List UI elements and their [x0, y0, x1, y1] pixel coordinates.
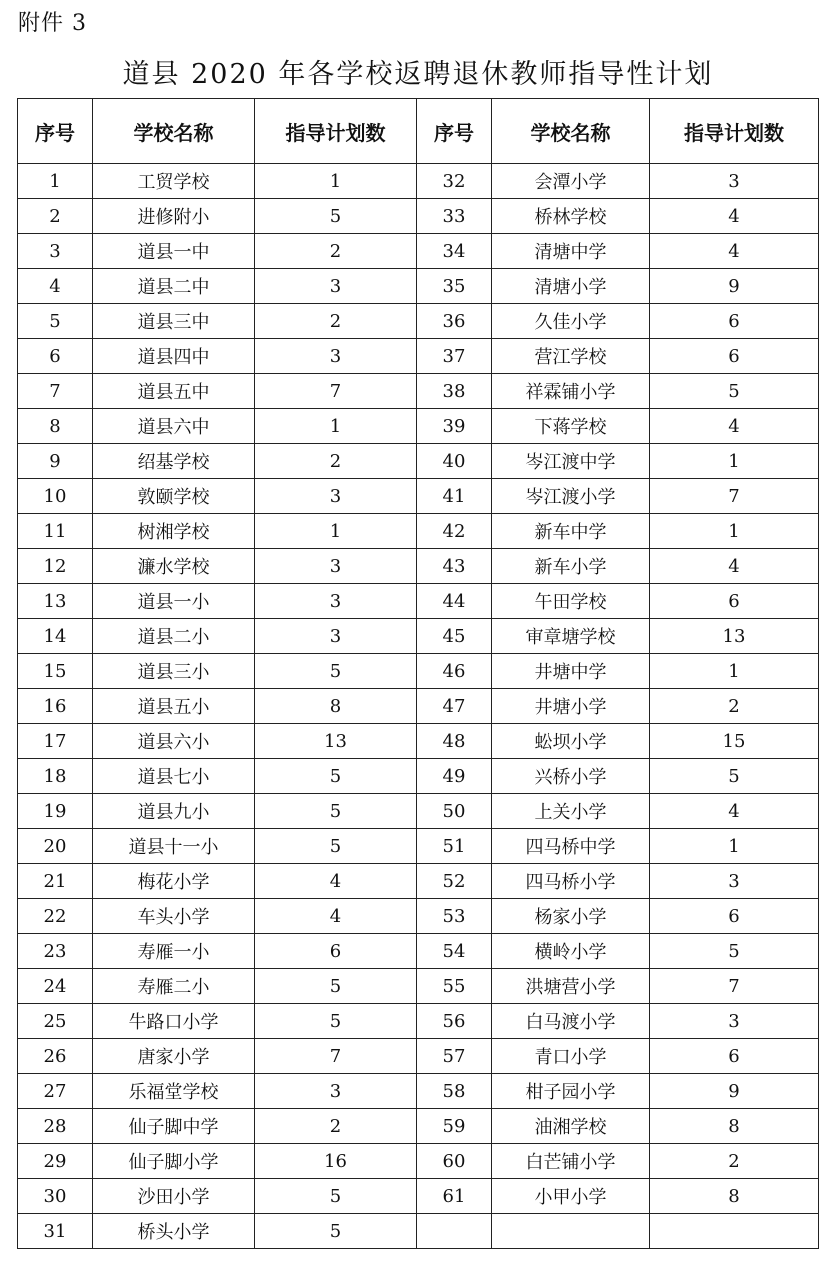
- serial-cell: 4: [18, 269, 93, 304]
- serial-cell: 34: [417, 234, 492, 269]
- school-cell: 新车小学: [492, 549, 650, 584]
- table-row: [18, 444, 819, 479]
- school-cell: 审章塘学校: [492, 619, 650, 654]
- serial-cell: 29: [18, 1144, 93, 1179]
- count-cell: 15: [650, 724, 819, 759]
- serial-cell: 47: [417, 689, 492, 724]
- school-cell: 上关小学: [492, 794, 650, 829]
- header-school-left: 学校名称: [93, 99, 255, 164]
- document-title: 道县 2020 年各学校返聘退休教师指导性计划: [122, 59, 714, 90]
- school-cell: 仙子脚中学: [93, 1109, 255, 1144]
- serial-cell: 38: [417, 374, 492, 409]
- count-cell: 1: [255, 409, 417, 444]
- school-cell: 岑江渡中学: [492, 444, 650, 479]
- count-cell: 1: [650, 829, 819, 864]
- serial-cell: 36: [417, 304, 492, 339]
- count-cell: 4: [255, 864, 417, 899]
- serial-cell: 50: [417, 794, 492, 829]
- count-cell: 7: [255, 374, 417, 409]
- count-cell: 1: [255, 164, 417, 199]
- attachment-label: 附件 3: [18, 11, 87, 36]
- table-row: [18, 794, 819, 829]
- school-cell: 新车中学: [492, 514, 650, 549]
- school-cell: 清塘中学: [492, 234, 650, 269]
- count-cell: 6: [650, 899, 819, 934]
- school-cell: 道县六中: [93, 409, 255, 444]
- table-row: [18, 304, 819, 339]
- count-cell: 3: [255, 549, 417, 584]
- serial-cell: 57: [417, 1039, 492, 1074]
- serial-cell: 61: [417, 1179, 492, 1214]
- count-cell: 3: [650, 1004, 819, 1039]
- count-cell: 3: [255, 479, 417, 514]
- school-cell: 道县四中: [93, 339, 255, 374]
- table-row: [18, 514, 819, 549]
- table-row: [18, 479, 819, 514]
- table-row: [18, 584, 819, 619]
- count-cell: 3: [650, 164, 819, 199]
- count-cell: 6: [650, 1039, 819, 1074]
- count-cell: 1: [650, 654, 819, 689]
- count-cell: 4: [650, 549, 819, 584]
- school-cell: 井塘小学: [492, 689, 650, 724]
- serial-cell: 42: [417, 514, 492, 549]
- serial-cell: 59: [417, 1109, 492, 1144]
- serial-cell: 12: [18, 549, 93, 584]
- serial-cell: 52: [417, 864, 492, 899]
- table-row: [18, 654, 819, 689]
- table-row: [18, 269, 819, 304]
- table-row: [18, 619, 819, 654]
- serial-cell: 26: [18, 1039, 93, 1074]
- count-cell: 8: [650, 1109, 819, 1144]
- serial-cell: 19: [18, 794, 93, 829]
- count-cell: 4: [650, 234, 819, 269]
- count-cell: 2: [255, 304, 417, 339]
- count-cell: 1: [650, 444, 819, 479]
- school-cell: 道县七小: [93, 759, 255, 794]
- serial-cell: 48: [417, 724, 492, 759]
- count-cell: 2: [650, 1144, 819, 1179]
- count-cell: [650, 1214, 819, 1249]
- count-cell: 13: [650, 619, 819, 654]
- count-cell: 1: [650, 514, 819, 549]
- serial-cell: 56: [417, 1004, 492, 1039]
- serial-cell: 37: [417, 339, 492, 374]
- table-row: [18, 899, 819, 934]
- count-cell: 5: [255, 829, 417, 864]
- table-row: [18, 1109, 819, 1144]
- count-cell: 5: [255, 1179, 417, 1214]
- serial-cell: 54: [417, 934, 492, 969]
- school-cell: 道县九小: [93, 794, 255, 829]
- school-cell: 营江学校: [492, 339, 650, 374]
- school-cell: 车头小学: [93, 899, 255, 934]
- count-cell: 16: [255, 1144, 417, 1179]
- count-cell: 3: [255, 584, 417, 619]
- count-cell: 4: [255, 899, 417, 934]
- school-cell: 工贸学校: [93, 164, 255, 199]
- table-row: [18, 689, 819, 724]
- count-cell: 5: [255, 199, 417, 234]
- table-row: [18, 199, 819, 234]
- count-cell: 5: [255, 759, 417, 794]
- count-cell: 3: [255, 619, 417, 654]
- serial-cell: 24: [18, 969, 93, 1004]
- count-cell: 8: [255, 689, 417, 724]
- school-cell: 桥头小学: [93, 1214, 255, 1249]
- header-school-right: 学校名称: [492, 99, 650, 164]
- school-cell: 寿雁一小: [93, 934, 255, 969]
- count-cell: 3: [255, 1074, 417, 1109]
- serial-cell: 35: [417, 269, 492, 304]
- school-cell: 洪塘营小学: [492, 969, 650, 1004]
- school-cell: 道县十一小: [93, 829, 255, 864]
- table-row: [18, 969, 819, 1004]
- school-cell: 午田学校: [492, 584, 650, 619]
- header-serial-left: 序号: [18, 99, 93, 164]
- school-cell: 小甲小学: [492, 1179, 650, 1214]
- header-count-right: 指导计划数: [650, 99, 819, 164]
- school-cell: 青口小学: [492, 1039, 650, 1074]
- table-row: [18, 1214, 819, 1249]
- serial-cell: 13: [18, 584, 93, 619]
- count-cell: 9: [650, 1074, 819, 1109]
- school-cell: [492, 1214, 650, 1249]
- serial-cell: 30: [18, 1179, 93, 1214]
- school-cell: 杨家小学: [492, 899, 650, 934]
- school-cell: 寿雁二小: [93, 969, 255, 1004]
- serial-cell: [417, 1214, 492, 1249]
- serial-cell: 10: [18, 479, 93, 514]
- serial-cell: 23: [18, 934, 93, 969]
- count-cell: 6: [255, 934, 417, 969]
- count-cell: 5: [650, 934, 819, 969]
- serial-cell: 5: [18, 304, 93, 339]
- serial-cell: 55: [417, 969, 492, 1004]
- plan-table: [17, 98, 819, 1249]
- serial-cell: 51: [417, 829, 492, 864]
- count-cell: 4: [650, 409, 819, 444]
- school-cell: 牛路口小学: [93, 1004, 255, 1039]
- count-cell: 5: [650, 374, 819, 409]
- school-cell: 道县三中: [93, 304, 255, 339]
- serial-cell: 32: [417, 164, 492, 199]
- school-cell: 白马渡小学: [492, 1004, 650, 1039]
- school-cell: 久佳小学: [492, 304, 650, 339]
- serial-cell: 3: [18, 234, 93, 269]
- table-row: [18, 864, 819, 899]
- count-cell: 5: [255, 1214, 417, 1249]
- serial-cell: 6: [18, 339, 93, 374]
- serial-cell: 41: [417, 479, 492, 514]
- school-cell: 道县一小: [93, 584, 255, 619]
- serial-cell: 49: [417, 759, 492, 794]
- serial-cell: 16: [18, 689, 93, 724]
- count-cell: 2: [255, 1109, 417, 1144]
- school-cell: 柑子园小学: [492, 1074, 650, 1109]
- serial-cell: 43: [417, 549, 492, 584]
- school-cell: 敦颐学校: [93, 479, 255, 514]
- table-row: [18, 409, 819, 444]
- serial-cell: 60: [417, 1144, 492, 1179]
- serial-cell: 44: [417, 584, 492, 619]
- count-cell: 6: [650, 304, 819, 339]
- table-body: [18, 164, 819, 1249]
- school-cell: 横岭小学: [492, 934, 650, 969]
- serial-cell: 40: [417, 444, 492, 479]
- serial-cell: 15: [18, 654, 93, 689]
- serial-cell: 28: [18, 1109, 93, 1144]
- school-cell: 道县三小: [93, 654, 255, 689]
- serial-cell: 17: [18, 724, 93, 759]
- table-row: [18, 1144, 819, 1179]
- school-cell: 下蒋学校: [492, 409, 650, 444]
- table-row: [18, 1074, 819, 1109]
- count-cell: 2: [650, 689, 819, 724]
- serial-cell: 53: [417, 899, 492, 934]
- serial-cell: 21: [18, 864, 93, 899]
- table-row: [18, 934, 819, 969]
- count-cell: 5: [255, 654, 417, 689]
- count-cell: 4: [650, 794, 819, 829]
- school-cell: 道县六小: [93, 724, 255, 759]
- count-cell: 3: [255, 339, 417, 374]
- table-row: [18, 1039, 819, 1074]
- school-cell: 仙子脚小学: [93, 1144, 255, 1179]
- serial-cell: 33: [417, 199, 492, 234]
- header-row: [18, 99, 819, 164]
- header-count-left: 指导计划数: [255, 99, 417, 164]
- serial-cell: 18: [18, 759, 93, 794]
- school-cell: 唐家小学: [93, 1039, 255, 1074]
- school-cell: 四马桥小学: [492, 864, 650, 899]
- school-cell: 会潭小学: [492, 164, 650, 199]
- school-cell: 道县二中: [93, 269, 255, 304]
- school-cell: 清塘小学: [492, 269, 650, 304]
- serial-cell: 14: [18, 619, 93, 654]
- serial-cell: 20: [18, 829, 93, 864]
- school-cell: 道县五中: [93, 374, 255, 409]
- serial-cell: 58: [417, 1074, 492, 1109]
- school-cell: 进修附小: [93, 199, 255, 234]
- serial-cell: 7: [18, 374, 93, 409]
- count-cell: 3: [255, 269, 417, 304]
- table-row: [18, 234, 819, 269]
- serial-cell: 2: [18, 199, 93, 234]
- table-row: [18, 829, 819, 864]
- table-row: [18, 549, 819, 584]
- count-cell: 13: [255, 724, 417, 759]
- count-cell: 7: [650, 969, 819, 1004]
- count-cell: 1: [255, 514, 417, 549]
- count-cell: 5: [650, 759, 819, 794]
- school-cell: 祥霖铺小学: [492, 374, 650, 409]
- table-row: [18, 1004, 819, 1039]
- serial-cell: 45: [417, 619, 492, 654]
- school-cell: 濂水学校: [93, 549, 255, 584]
- school-cell: 兴桥小学: [492, 759, 650, 794]
- count-cell: 2: [255, 444, 417, 479]
- school-cell: 梅花小学: [93, 864, 255, 899]
- serial-cell: 27: [18, 1074, 93, 1109]
- school-cell: 桥林学校: [492, 199, 650, 234]
- school-cell: 蚣坝小学: [492, 724, 650, 759]
- school-cell: 道县五小: [93, 689, 255, 724]
- table-row: [18, 759, 819, 794]
- serial-cell: 39: [417, 409, 492, 444]
- school-cell: 井塘中学: [492, 654, 650, 689]
- table-row: [18, 339, 819, 374]
- count-cell: 8: [650, 1179, 819, 1214]
- count-cell: 7: [650, 479, 819, 514]
- serial-cell: 11: [18, 514, 93, 549]
- serial-cell: 25: [18, 1004, 93, 1039]
- school-cell: 白芒铺小学: [492, 1144, 650, 1179]
- header-serial-right: 序号: [417, 99, 492, 164]
- school-cell: 沙田小学: [93, 1179, 255, 1214]
- count-cell: 6: [650, 584, 819, 619]
- school-cell: 岑江渡小学: [492, 479, 650, 514]
- serial-cell: 22: [18, 899, 93, 934]
- serial-cell: 8: [18, 409, 93, 444]
- school-cell: 乐福堂学校: [93, 1074, 255, 1109]
- table-row: [18, 1179, 819, 1214]
- count-cell: 3: [650, 864, 819, 899]
- count-cell: 6: [650, 339, 819, 374]
- count-cell: 7: [255, 1039, 417, 1074]
- school-cell: 油湘学校: [492, 1109, 650, 1144]
- school-cell: 四马桥中学: [492, 829, 650, 864]
- school-cell: 绍基学校: [93, 444, 255, 479]
- table-row: [18, 374, 819, 409]
- serial-cell: 1: [18, 164, 93, 199]
- serial-cell: 9: [18, 444, 93, 479]
- school-cell: 道县二小: [93, 619, 255, 654]
- table-row: [18, 164, 819, 199]
- count-cell: 5: [255, 1004, 417, 1039]
- count-cell: 5: [255, 794, 417, 829]
- count-cell: 2: [255, 234, 417, 269]
- table-row: [18, 724, 819, 759]
- serial-cell: 31: [18, 1214, 93, 1249]
- school-cell: 树湘学校: [93, 514, 255, 549]
- count-cell: 5: [255, 969, 417, 1004]
- count-cell: 4: [650, 199, 819, 234]
- serial-cell: 46: [417, 654, 492, 689]
- school-cell: 道县一中: [93, 234, 255, 269]
- count-cell: 9: [650, 269, 819, 304]
